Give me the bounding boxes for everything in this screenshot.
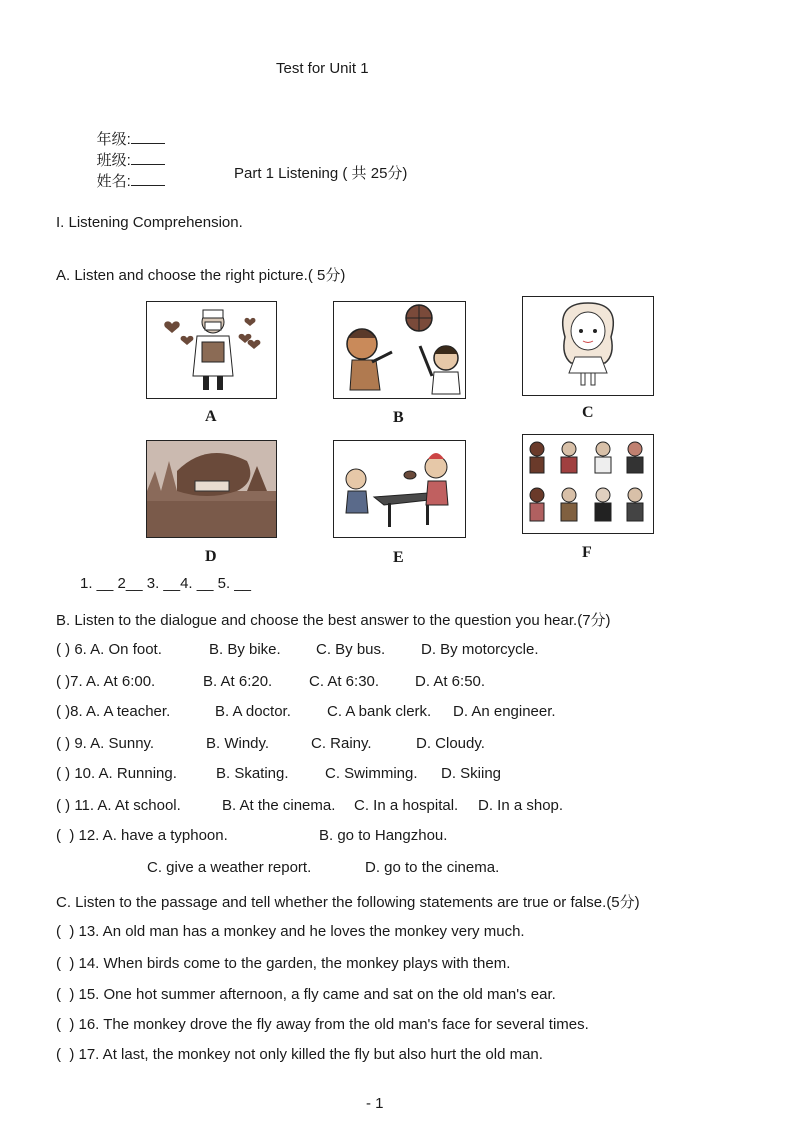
q11-stem: ( ) 11. A. At school. — [56, 797, 181, 814]
picture-a — [146, 301, 277, 399]
kids-playing-ball-icon — [334, 302, 465, 398]
student-info-line — [80, 111, 185, 208]
name-blank[interactable] — [131, 171, 165, 186]
q9-option-d: D. Cloudy. — [416, 735, 485, 752]
q6-option-c: C. By bus. — [316, 641, 386, 658]
q11-option-b: B. At the cinema. — [222, 797, 336, 814]
q9-option-c: C. Rainy. — [311, 735, 372, 752]
q8-option-c: C. A bank clerk. — [327, 703, 432, 720]
section-a-instruction: A. Listen and choose the right picture.( 5分) — [56, 267, 346, 284]
q12-option-b: B. go to Hangzhou. — [319, 827, 448, 844]
q10-option-c: C. Swimming. — [325, 765, 418, 782]
q10-option-b: B. Skating. — [216, 765, 289, 782]
picture-c — [522, 296, 654, 396]
q9-option-b: B. Windy. — [206, 735, 270, 752]
q12-option-c: C. give a weather report. — [147, 859, 312, 876]
statement-17: ( ) 17. At last, the monkey not only killed the fly but also hurt the old man. — [56, 1046, 543, 1063]
page-number: - 1 — [366, 1095, 384, 1112]
girl-cartoon-icon — [523, 297, 653, 395]
q10-stem: ( ) 10. A. Running. — [56, 765, 177, 782]
page-title: Test for Unit 1 — [276, 60, 369, 77]
picture-e — [333, 440, 466, 538]
basketball — [404, 303, 434, 333]
name-label: 姓名: — [96, 173, 131, 190]
q8-stem: ( )8. A. A teacher. — [56, 703, 171, 720]
picture-f — [522, 434, 654, 534]
statement-16: ( ) 16. The monkey drove the fly away from the old man's face for several times. — [56, 1016, 589, 1033]
picture-letter-b: B — [393, 409, 404, 426]
q12-option-d: D. go to the cinema. — [365, 859, 500, 876]
picture-letter-a: A — [205, 408, 217, 425]
grade-label: 年级: — [96, 131, 131, 148]
q7-option-b: B. At 6:20. — [203, 673, 273, 690]
picture-letter-c: C — [582, 404, 594, 421]
statement-15: ( ) 15. One hot summer afternoon, a fly came and sat on the old man's ear. — [56, 986, 556, 1003]
picture-letter-f: F — [582, 544, 592, 561]
picture-letter-d: D — [205, 548, 217, 565]
section-i-heading: I. Listening Comprehension. — [56, 214, 243, 231]
class-label: 班级: — [96, 152, 131, 169]
class-blank[interactable] — [131, 150, 165, 165]
q7-option-c: C. At 6:30. — [309, 673, 380, 690]
section-c-instruction: C. Listen to the passage and tell whether the following statements are true or false.(5分) — [56, 894, 640, 911]
section-b-instruction: B. Listen to the dialogue and choose the best answer to the question you hear.(7分) — [56, 612, 611, 629]
q6-option-b: B. By bike. — [209, 641, 281, 658]
q7-option-d: D. At 6:50. — [415, 673, 486, 690]
picture-d — [146, 440, 277, 538]
grade-blank[interactable] — [131, 129, 165, 144]
q9-stem: ( ) 9. A. Sunny. — [56, 735, 155, 752]
table-tennis-icon — [334, 441, 465, 537]
q10-option-d: D. Skiing — [441, 765, 502, 782]
section-a-answer-line[interactable]: 1. __ 2__ 3. __4. __ 5. __ — [80, 575, 251, 592]
q11-option-d: D. In a shop. — [478, 797, 564, 814]
q12-stem: ( ) 12. A. have a typhoon. — [56, 827, 228, 844]
group-of-people-icon — [523, 435, 653, 533]
q6-option-d: D. By motorcycle. — [421, 641, 539, 658]
picture-letter-e: E — [393, 549, 404, 566]
picture-b — [333, 301, 466, 399]
q6-stem: ( ) 6. A. On foot. — [56, 641, 162, 658]
statement-14: ( ) 14. When birds come to the garden, the monkey plays with them. — [56, 955, 511, 972]
q7-stem: ( )7. A. At 6:00. — [56, 673, 156, 690]
q8-option-b: B. A doctor. — [215, 703, 291, 720]
q8-option-d: D. An engineer. — [453, 703, 556, 720]
statement-13: ( ) 13. An old man has a monkey and he loves the monkey very much. — [56, 923, 525, 940]
doctor-with-hearts-icon — [147, 302, 276, 398]
basketball-icon — [404, 303, 434, 333]
q11-option-c: C. In a hospital. — [354, 797, 459, 814]
castle-photo-icon — [147, 441, 276, 537]
part1-title: Part 1 Listening ( 共 25分) — [234, 165, 408, 182]
